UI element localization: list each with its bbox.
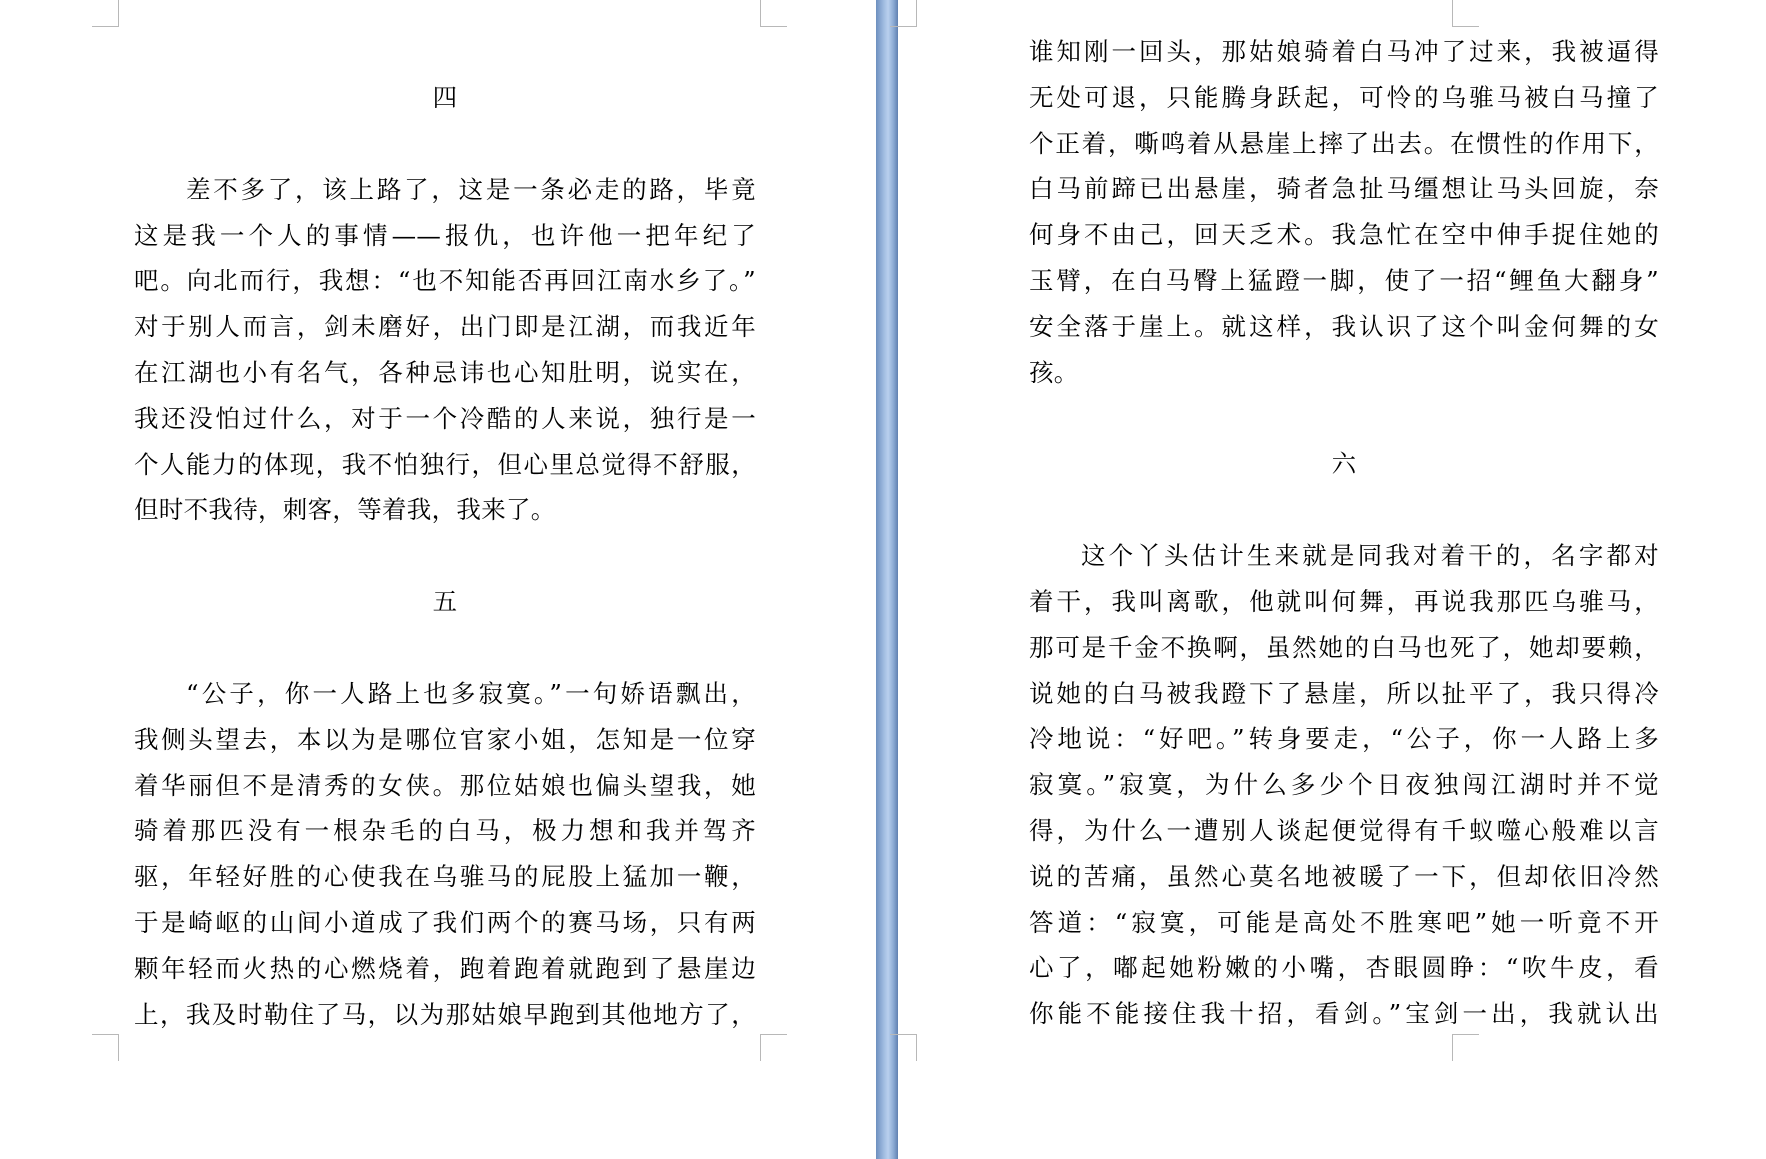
document-page-left[interactable] [0, 0, 876, 1159]
text-line: 驱，年轻好胜的心使我在乌骓马的屁股上猛加一鞭， [134, 862, 756, 892]
text-line: 着华丽但不是清秀的女侠。那位姑娘也偏头望我，她 [134, 770, 756, 800]
text-line: 着干，我叫离歌，他就叫何舞，再说我那匹乌骓马， [1029, 586, 1659, 616]
text-line: 说她的白马被我蹬下了悬崖，所以扯平了，我只得冷 [1029, 678, 1659, 708]
text-line: 个人能力的体现，我不怕独行，但心里总觉得不舒服， [134, 449, 756, 479]
document-page-right[interactable] [898, 0, 1766, 1159]
chapter-heading: 六 [1331, 449, 1357, 479]
page-text-column[interactable] [1029, 29, 1659, 1083]
text-line: 说的苦痛，虽然心莫名地被暖了一下，但却依旧冷然 [1029, 861, 1659, 891]
text-line: 颗年轻而火热的心燃烧着，跑着跑着就跑到了悬崖边 [134, 953, 756, 983]
text-line: 无处可退，只能腾身跃起，可怜的乌骓马被白马撞了 [1029, 82, 1659, 112]
text-line: 白马前蹄已出悬崖，骑者急扯马缰想让马头回旋，奈 [1029, 174, 1659, 204]
paragraph [134, 167, 756, 533]
text-line: 上，我及时勒住了马，以为那姑娘早跑到其他地方了， [134, 999, 756, 1029]
text-line: 我侧头望去，本以为是哪位官家小姐，怎知是一位穿 [134, 724, 756, 754]
text-line: 这个丫头估计生来就是同我对着干的，名字都对 [1081, 541, 1659, 571]
text-line: 我还没怕过什么，对于一个冷酷的人来说，独行是一 [134, 403, 756, 433]
text-line: 差不多了，该上路了，这是一条必走的路，毕竟 [186, 174, 756, 204]
text-line: 对于别人而言，剑未磨好，出门即是江湖，而我近年 [134, 312, 756, 342]
chapter-heading: 五 [432, 587, 458, 617]
crop-mark-top-left [890, 0, 917, 27]
text-line: 孩。 [1029, 357, 1079, 387]
text-line: 寂寞。”寂寞，为什么多少个日夜独闯江湖时并不觉 [1029, 770, 1659, 800]
paragraph [134, 671, 756, 1037]
text-line: 答道：“寂寞，可能是高处不胜寒吧”她一听竟不开 [1029, 907, 1659, 937]
crop-mark-top-right [1452, 0, 1479, 27]
paragraph [1029, 29, 1659, 395]
text-line: 那可是千金不换啊，虽然她的白马也死了，她却要赖， [1029, 632, 1659, 662]
text-line: 骑着那匹没有一根杂毛的白马，极力想和我并驾齐 [134, 816, 756, 846]
text-line: 何身不由己，回天乏术。我急忙在空中伸手捉住她的 [1029, 220, 1659, 250]
paragraph [1029, 533, 1659, 1037]
text-line: 吧。向北而行，我想：“也不知能否再回江南水乡了。” [134, 266, 756, 296]
chapter-heading: 四 [432, 83, 458, 112]
text-line: 于是崎岖的山间小道成了我们两个的赛马场，只有两 [134, 907, 756, 937]
page-gutter [876, 0, 898, 1159]
text-line: “公子，你一人路上也多寂寞。”一句娇语飘出， [186, 678, 756, 708]
crop-mark-top-left [92, 0, 119, 27]
crop-mark-top-right [760, 0, 787, 27]
text-line: 但时不我待，刺客，等着我，我来了。 [134, 495, 556, 525]
text-line: 安全落于崖上。就这样，我认识了这个叫金何舞的女 [1029, 311, 1659, 341]
text-line: 谁知刚一回头，那姑娘骑着白马冲了过来，我被逼得 [1029, 37, 1659, 66]
text-line: 个正着，嘶鸣着从悬崖上摔了出去。在惯性的作用下， [1029, 128, 1659, 158]
text-line: 冷地说：“好吧。”转身要走，“公子，你一人路上多 [1029, 724, 1659, 754]
text-line: 心了，嘟起她粉嫩的小嘴，杏眼圆睁：“吹牛皮，看 [1029, 953, 1659, 983]
crop-mark-bottom-left [890, 1034, 917, 1061]
text-line: 你能不能接住我十招，看剑。”宝剑一出，我就认出 [1029, 999, 1659, 1029]
text-line: 在江湖也小有名气，各种忌讳也心知肚明，说实在， [134, 357, 756, 387]
text-line: 这是我一个人的事情——报仇，也许他一把年纪了 [134, 220, 756, 250]
text-line: 得，为什么一遭别人谈起便觉得有千蚁噬心般难以言 [1029, 815, 1659, 845]
crop-mark-bottom-left [92, 1034, 119, 1061]
crop-mark-bottom-right [760, 1034, 787, 1061]
page-text-column[interactable] [134, 75, 756, 1083]
text-line: 玉臂，在白马臀上猛蹬一脚，使了一招“鲤鱼大翻身” [1029, 265, 1659, 295]
